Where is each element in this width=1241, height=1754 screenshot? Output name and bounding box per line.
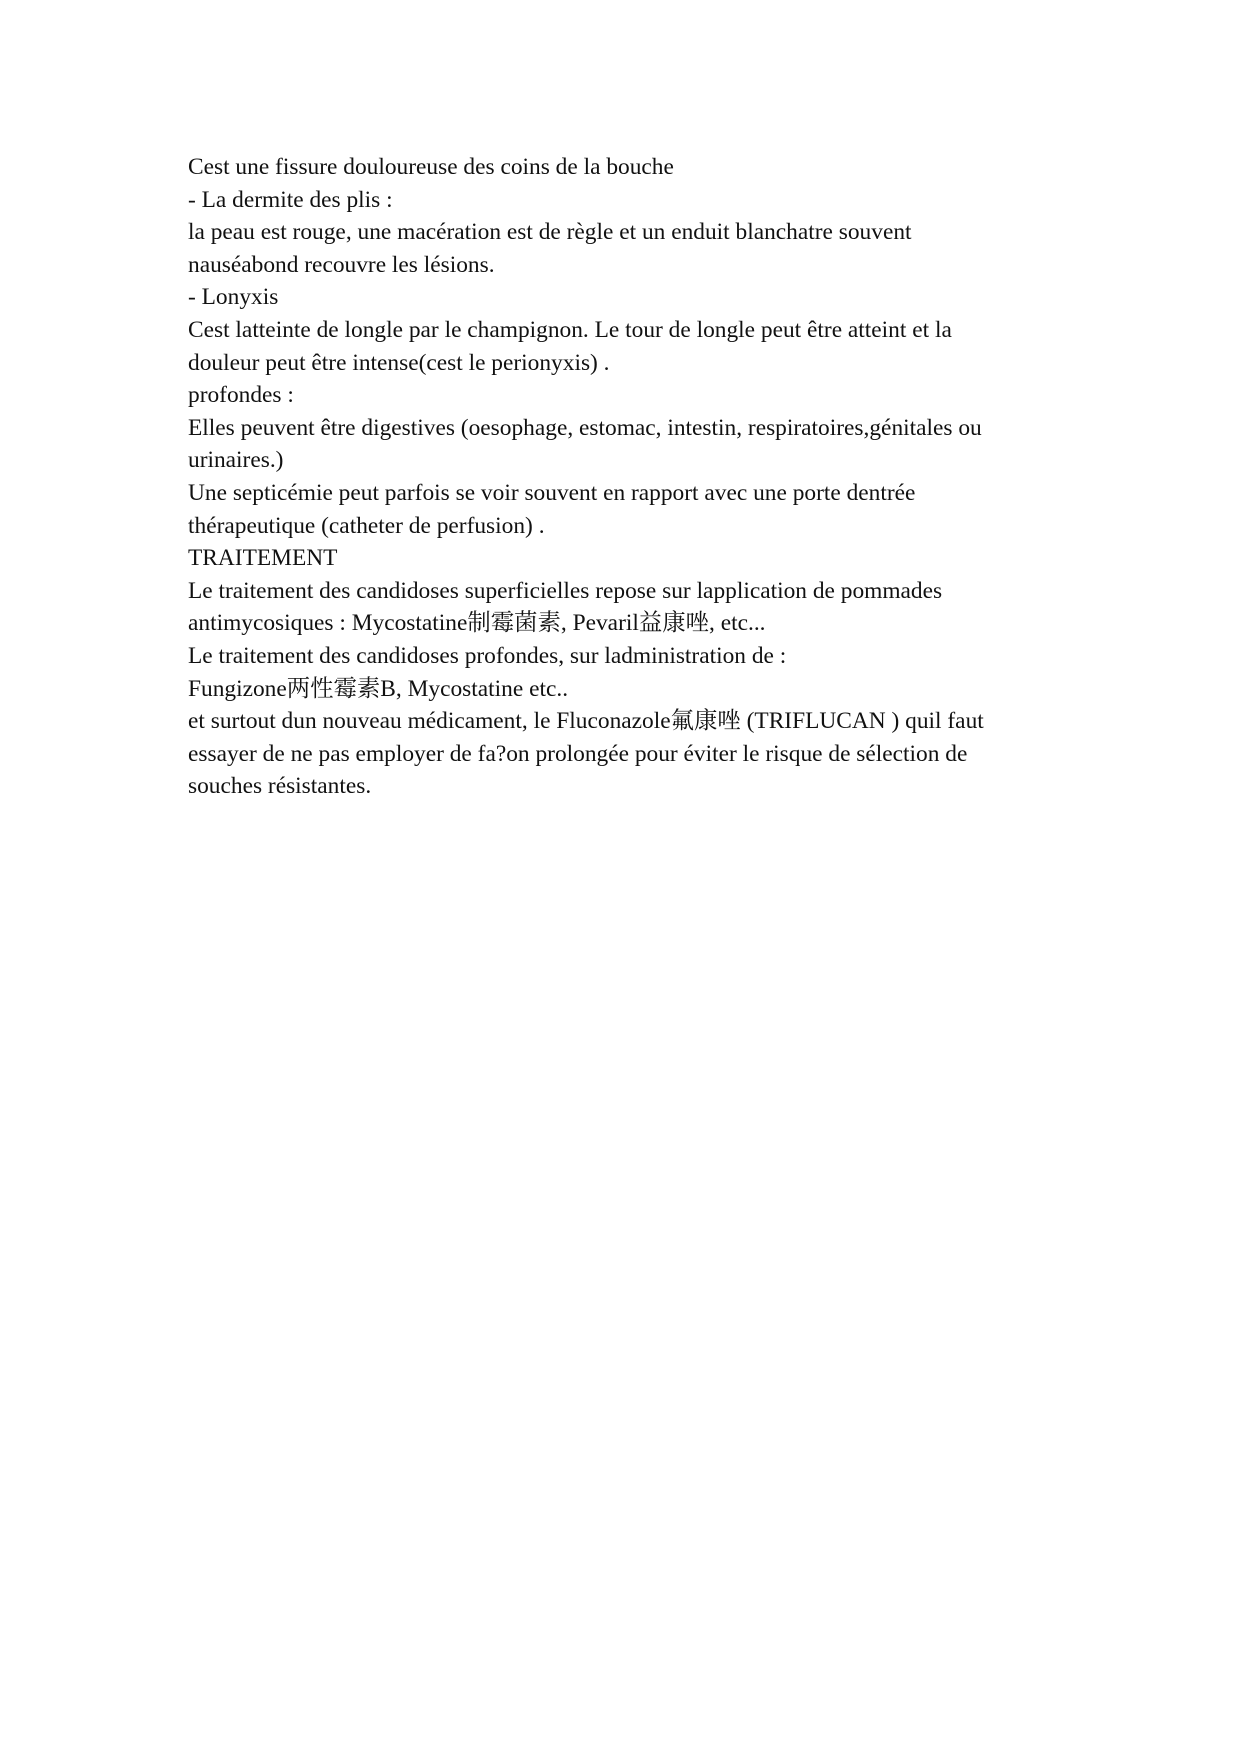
text-line-dermite-2: nauséabond recouvre les lésions. xyxy=(188,251,495,278)
text-line-onyxis-heading: - Lonyxis xyxy=(188,284,279,311)
text-line-traitement-3: Le traitement des candidoses profondes, sur ladministration de : xyxy=(188,642,787,669)
text-line-dermite-1: la peau est rouge, une macération est de règle et un enduit blanchatre souvent xyxy=(188,219,912,246)
text-line-septicemie-1: Une septicémie peut parfois se voir souvent en rapport avec une porte dentrée xyxy=(188,479,916,506)
text-line-traitement-6: essayer de ne pas employer de fa?on prolongée pour éviter le risque de sélection de xyxy=(188,740,968,767)
text-line-profondes-1: Elles peuvent être digestives (oesophage, estomac, intestin, respiratoires,génitales ou xyxy=(188,414,982,441)
document-body xyxy=(188,151,1068,803)
text-line-dermite-heading: - La dermite des plis : xyxy=(188,186,393,213)
text-line-traitement-1: Le traitement des candidoses superficielles repose sur lapplication de pommades xyxy=(188,577,943,604)
text-line-traitement-2: antimycosiques : Mycostatine制霉菌素, Pevaril益康唑, etc... xyxy=(188,610,766,637)
text-line-profondes-heading: profondes : xyxy=(188,382,294,409)
text-line-septicemie-2: thérapeutique (catheter de perfusion) . xyxy=(188,512,545,539)
text-line-profondes-2: urinaires.) xyxy=(188,447,284,474)
text-line-traitement-4: Fungizone两性霉素B, Mycostatine etc.. xyxy=(188,675,569,702)
text-line-onyxis-1: Cest latteinte de longle par le champignon. Le tour de longle peut être atteint et la xyxy=(188,316,952,343)
text-line-traitement-5: et surtout dun nouveau médicament, le Fluconazole氟康唑 (TRIFLUCAN ) quil faut xyxy=(188,708,984,735)
text-line-onyxis-2: douleur peut être intense(cest le perionyxis) . xyxy=(188,349,610,376)
text-line-traitement-7: souches résistantes. xyxy=(188,773,372,800)
text-line-perleche: Cest une fissure douloureuse des coins de la bouche xyxy=(188,154,674,180)
text-line-traitement-heading: TRAITEMENT xyxy=(188,545,338,572)
